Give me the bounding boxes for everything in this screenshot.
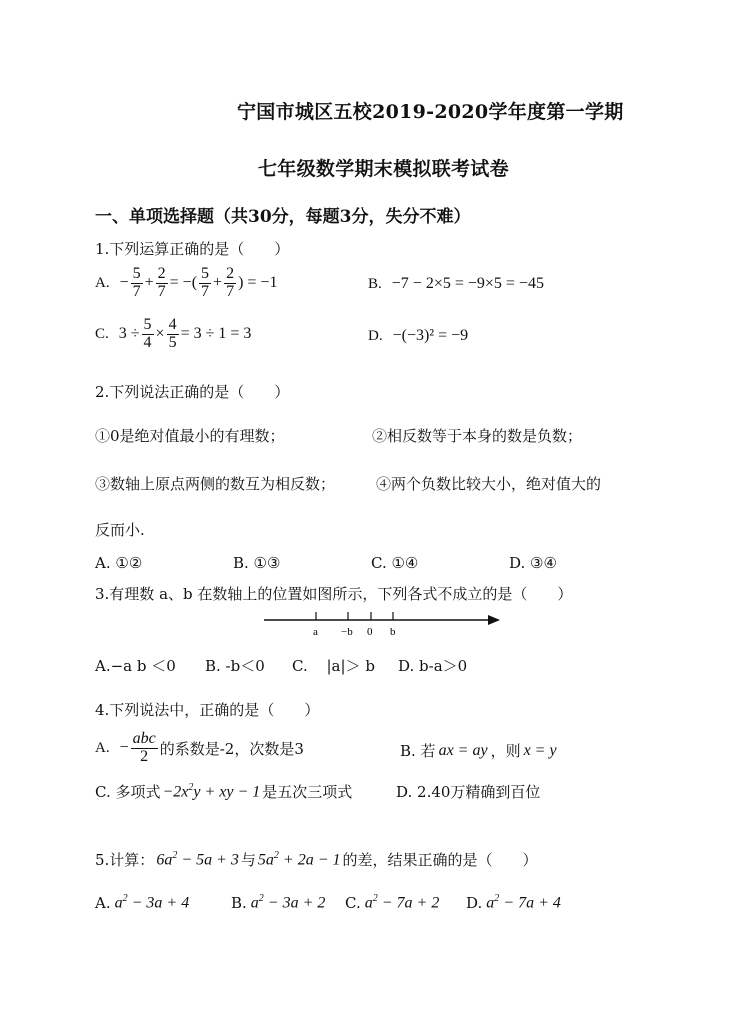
q2-statement-4-cont: 反而小. xyxy=(95,521,145,539)
exam-subtitle: 七年级数学期末模拟联考试卷 xyxy=(258,158,509,180)
q2-statement-4: ④两个负数比较大小，绝对值大的 xyxy=(376,475,602,493)
q1-option-b: B. −7 − 2×5 = −9×5 = −45 xyxy=(368,275,544,292)
q5-option-b: B. $a^2 - 3a + 2$ xyxy=(231,893,326,912)
label-a: a xyxy=(313,626,318,638)
label-negb: −b xyxy=(341,626,353,638)
q2-option-a: A. ①② xyxy=(95,554,143,572)
q2-statement-2: ②相反数等于本身的数是负数； xyxy=(372,427,583,445)
q2-option-b: B. ①③ xyxy=(233,554,281,572)
q1-option-d: D. −(−3)² = −9 xyxy=(368,327,469,344)
q5-option-a: A. $a^2 - 3a + 4$ xyxy=(95,893,190,912)
question-3-stem: 3.有理数 a、b 在数轴上的位置如图所示，下列各式不成立的是（ ） xyxy=(95,585,573,603)
question-5-stem: 5.计算： $6a^2 - 5a + 3$ 与 $5a^2 + 2a - 1$ 的差，结果正确的是（ ） xyxy=(95,849,538,869)
label-b: b xyxy=(390,626,396,638)
question-4-stem: 4.下列说法中，正确的是（ ） xyxy=(95,701,320,719)
q5-option-d: D. $a^2 - 7a + 4$ xyxy=(466,893,561,912)
q4-option-d: D. 2.40万精确到百位 xyxy=(396,783,541,801)
q1-option-a: A. − $\frac{5}{7}$ + $\frac{2}{7}$ = −( $\frac{5}{7}$ + $\frac{2}{7}$ ) = −1 xyxy=(95,265,278,300)
number-line-arrow xyxy=(488,615,500,625)
q2-statement-3: ③数轴上原点两侧的数互为相反数； xyxy=(95,475,336,493)
q2-option-d: D. ③④ xyxy=(509,554,557,572)
q5-option-c: C. $a^2 - 7a + 2$ xyxy=(345,893,440,912)
q3-option-c: C. |a|＞ b xyxy=(292,657,375,675)
q2-option-c: C. ①④ xyxy=(371,554,419,572)
exam-title: 宁国市城区五校2019-2020学年度第一学期 xyxy=(237,101,624,123)
label-zero: 0 xyxy=(367,626,373,638)
question-1-stem: 1.下列运算正确的是（ ） xyxy=(95,240,290,258)
q4-option-c: C. 多项式 $-2x^2y$ + xy − 1 是五次三项式 xyxy=(95,781,353,801)
section-heading: 一、单项选择题（共30分，每题3分，失分不难） xyxy=(95,207,471,227)
q1-option-c: C. 3 ÷ $\frac{5}{4}$ × $\frac{4}{5}$ = 3 ÷ 1 = 3 xyxy=(95,316,252,351)
number-line xyxy=(260,606,505,642)
q4-option-a: A. − $\frac{\text{abc}}{2}$ 的系数是-2，次数是3 xyxy=(95,730,304,765)
q1-option-d-expr: −(−3)² = −9 xyxy=(392,327,469,344)
q4-option-b: B. 若 ax = ay ，则 x = y xyxy=(400,741,557,760)
q2-statement-1: ①0是绝对值最小的有理数； xyxy=(95,427,285,445)
q3-option-a: A.−a b ＜0 xyxy=(95,657,176,675)
q3-option-b: B. -b＜0 xyxy=(205,657,265,675)
q3-option-c-expr: |a|＞ b xyxy=(326,657,375,675)
question-2-stem: 2.下列说法正确的是（ ） xyxy=(95,383,290,401)
q3-option-d: D. b-a＞0 xyxy=(398,657,468,675)
q1-option-b-expr: −7 − 2×5 = −9×5 = −45 xyxy=(391,275,544,292)
